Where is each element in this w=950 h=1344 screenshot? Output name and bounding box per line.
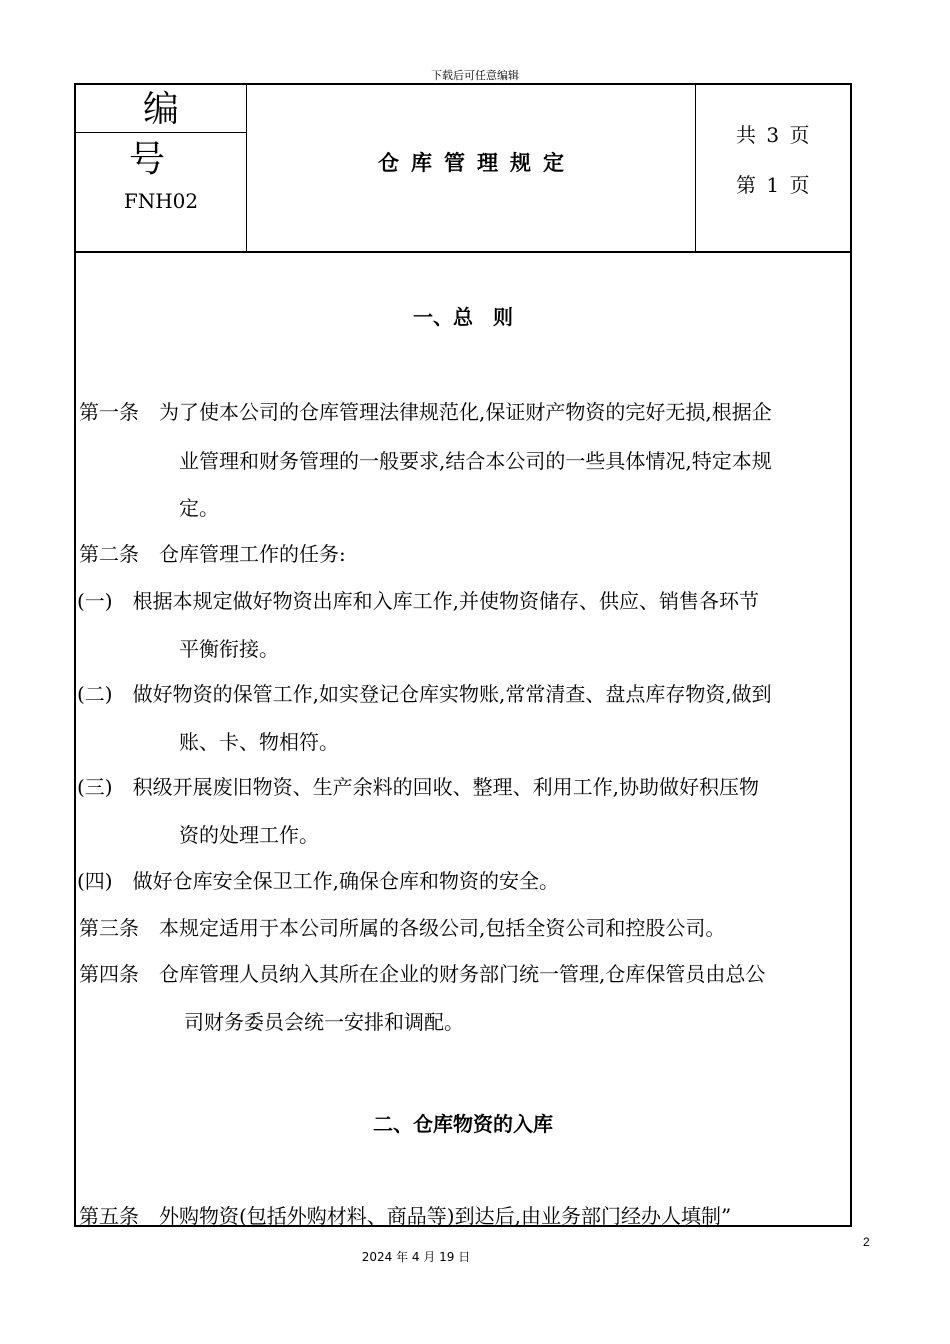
article-1-line-3: 定。 (179, 496, 219, 520)
code-cell (76, 85, 247, 251)
item-1-line-2: 平衡衔接。 (179, 637, 279, 661)
page-info-cell (696, 85, 850, 251)
article-3-line-1: 第三条 本规定适用于本公司所属的各级公司,包括全资公司和控股公司。 (79, 916, 726, 940)
article-2-line-1: 第二条 仓库管理工作的任务: (79, 542, 346, 566)
item-4-line-1: (四) 做好仓库安全保卫工作,确保仓库和物资的安全。 (77, 869, 559, 893)
title-cell (247, 85, 696, 251)
document-header-table (76, 85, 850, 253)
document-title: 仓库管理规定 (378, 151, 576, 175)
article-5-line-1: 第五条 外购物资(包括外购材料、商品等)到达后,由业务部门经办人填制” (79, 1204, 732, 1228)
code-label: 编 号 (76, 85, 246, 133)
item-2-line-2: 账、卡、物相符。 (179, 730, 339, 754)
header-note: 下载后可任意编辑 (431, 69, 519, 82)
page-total: 共 3 页 (736, 123, 810, 147)
article-4-line-2: 司财务委员会统一安排和调配。 (184, 1010, 464, 1034)
footer-date: 2024 年 4 月 19 日 (361, 1250, 471, 1264)
article-1-line-1: 第一条 为了使本公司的仓库管理法律规范化,保证财产物资的完好无损,根据企 (79, 400, 772, 424)
item-3-line-2: 资的处理工作。 (179, 823, 319, 847)
article-4-line-1: 第四条 仓库管理人员纳入其所在企业的财务部门统一管理,仓库保管员由总公 (79, 962, 766, 986)
page-number: 2 (863, 1235, 870, 1249)
item-1-line-1: (一) 根据本规定做好物资出库和入库工作,并使物资储存、供应、销售各环节 (77, 589, 759, 613)
item-3-line-1: (三) 积级开展废旧物资、生产余料的回收、整理、利用工作,协助做好积压物 (77, 775, 759, 799)
section-heading-inbound: 二、仓库物资的入库 (373, 1112, 553, 1136)
page-current: 第 1 页 (736, 173, 810, 197)
item-2-line-1: (二) 做好物资的保管工作,如实登记仓库实物账,常常清查、盘点库存物资,做到 (77, 682, 772, 706)
section-heading-general: 一、总 则 (413, 305, 513, 329)
document-frame (74, 83, 852, 1227)
article-1-line-2: 业管理和财务管理的一般要求,结合本公司的一些具体情况,特定本规 (179, 449, 772, 473)
code-value: FNH02 (123, 189, 199, 213)
